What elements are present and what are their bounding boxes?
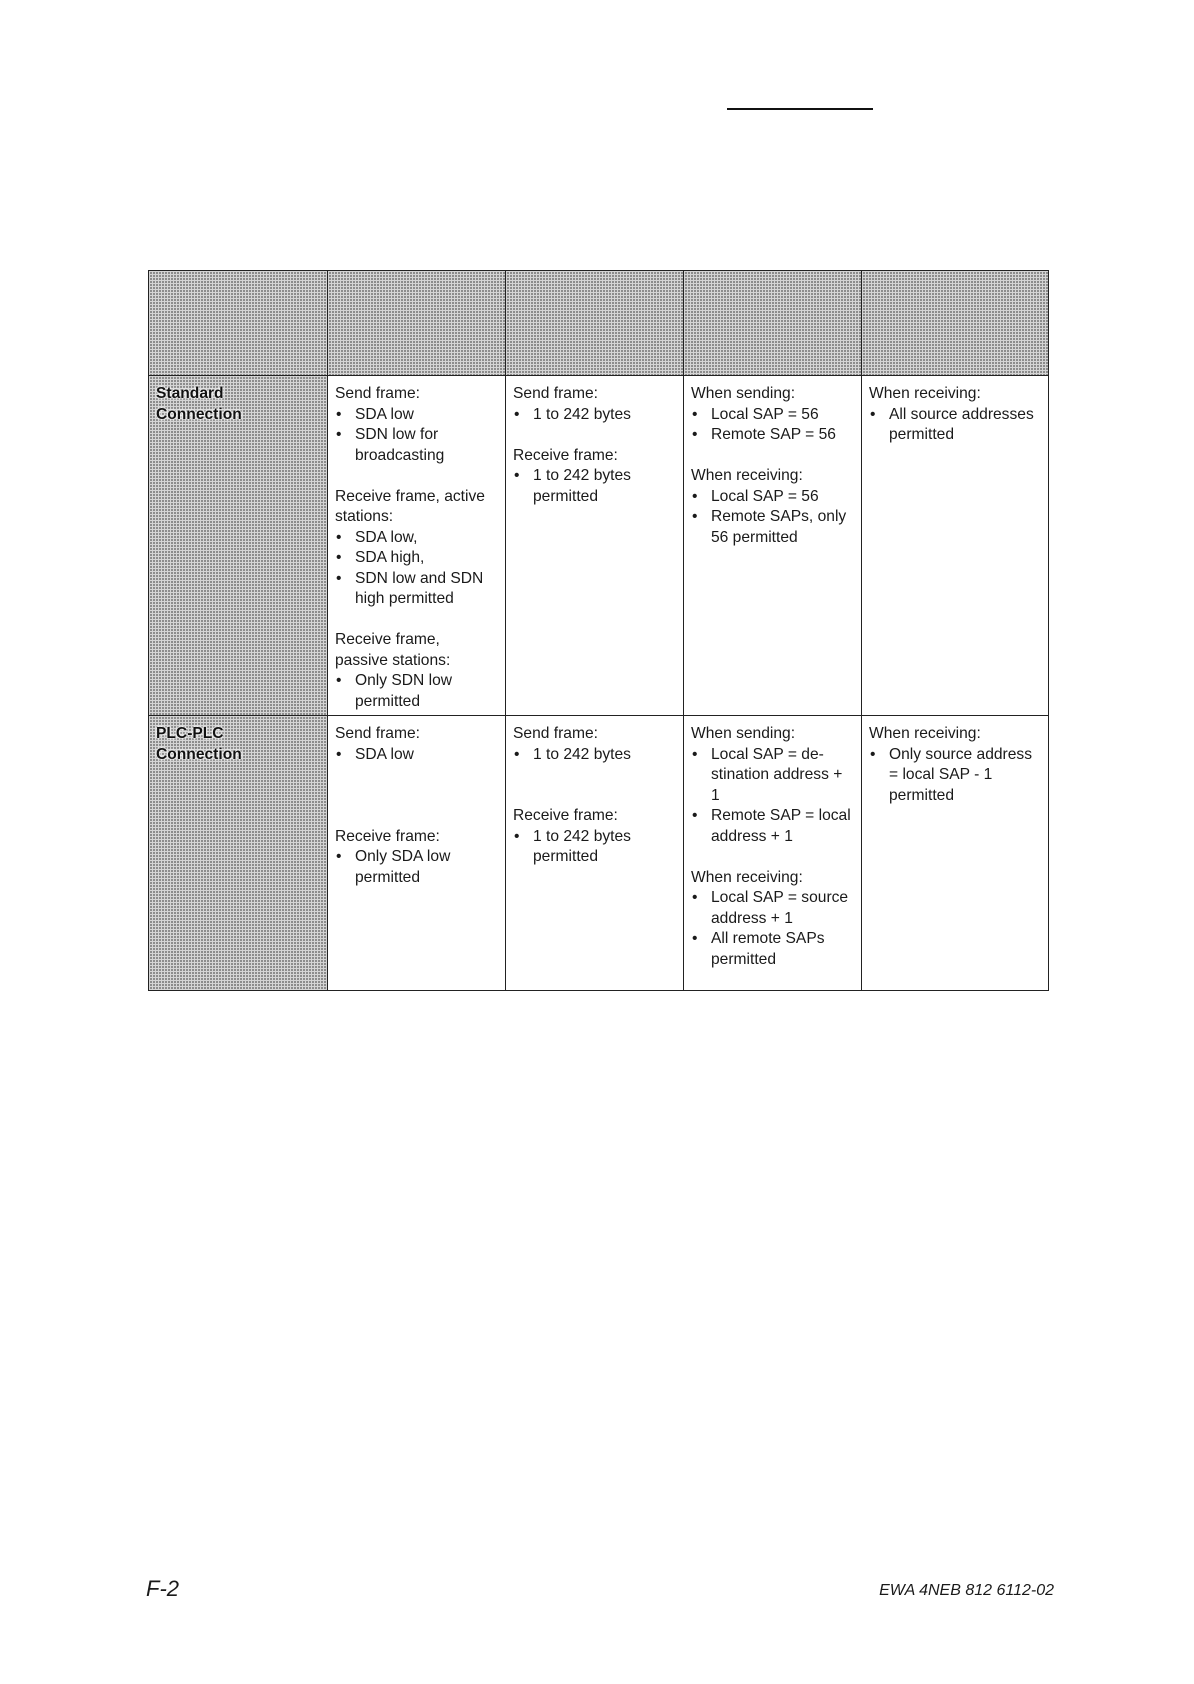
bullet-icon: •	[336, 848, 342, 865]
bullet-icon: •	[514, 827, 520, 845]
bullet-text: SDA high,	[355, 549, 425, 566]
bullet-icon: •	[692, 405, 698, 423]
cell-text: Receive frame, active	[335, 487, 485, 505]
bullet-text: SDN low for broadcasting	[355, 426, 445, 464]
bullet-icon: •	[692, 426, 698, 443]
bullet-item	[513, 405, 676, 426]
cell-text: When receiving:	[869, 385, 981, 402]
table-cell	[862, 716, 1049, 991]
bullet-icon: •	[692, 807, 698, 824]
bullet-text: Only source address = local SAP - 1 permitted	[889, 745, 1033, 804]
connection-table	[148, 270, 1049, 991]
bullet-icon: •	[692, 745, 698, 763]
cell-text: Send frame:	[335, 385, 420, 402]
table-cell	[506, 716, 684, 991]
table-cell	[506, 376, 684, 716]
table-header-row	[149, 271, 1049, 376]
row-header-line: Connection	[156, 745, 242, 763]
bullet-text: Only SDN low permitted	[355, 672, 453, 710]
bullet-item	[335, 671, 498, 712]
cell-text: Send frame:	[335, 725, 420, 742]
bullet-icon: •	[336, 528, 342, 546]
cell-text: Receive frame:	[335, 827, 440, 845]
cell-text: Send frame:	[513, 385, 598, 402]
table-cell	[328, 716, 506, 991]
cell-text: When receiving:	[869, 725, 981, 742]
bullet-item	[691, 405, 854, 426]
spacer	[335, 786, 498, 807]
row-header-cell	[149, 376, 328, 716]
bullet-text: 1 to 242 bytes	[533, 745, 631, 763]
bullet-text: 1 to 242 bytes permitted	[533, 827, 631, 865]
table-cell	[684, 376, 862, 716]
bullet-item	[335, 405, 498, 426]
bullet-item	[869, 745, 1041, 807]
bullet-item	[335, 745, 498, 766]
bullet-text: Local SAP = 56	[711, 405, 819, 423]
bullet-item	[513, 827, 676, 868]
bullet-item	[335, 569, 498, 610]
top-rule	[727, 108, 873, 110]
header-cell	[862, 271, 1049, 376]
table-row-standard-connection	[149, 376, 1049, 716]
bullet-icon: •	[692, 487, 698, 505]
bullet-text: SDN low and SDN high permitted	[355, 569, 484, 607]
spacer	[691, 847, 854, 868]
spacer	[335, 466, 498, 487]
bullet-text: SDA low	[355, 405, 414, 423]
cell-text: When sending:	[691, 725, 796, 742]
cell-text: Send frame:	[513, 725, 598, 742]
bullet-item	[691, 888, 854, 929]
bullet-item	[869, 405, 1041, 446]
table-cell	[862, 376, 1049, 716]
spacer	[335, 610, 498, 631]
bullet-icon: •	[336, 569, 342, 587]
cell-text: Receive frame:	[513, 446, 618, 464]
cell-text: When receiving:	[691, 467, 803, 484]
bullet-icon: •	[692, 508, 698, 525]
cell-text: Receive frame,	[335, 631, 440, 648]
bullet-icon: •	[514, 467, 520, 484]
bullet-text: 1 to 242 bytes permitted	[533, 467, 631, 505]
bullet-item	[335, 847, 498, 888]
bullet-item	[691, 745, 854, 807]
bullet-text: Local SAP = 56	[711, 487, 819, 505]
bullet-item	[691, 487, 854, 508]
bullet-icon: •	[336, 405, 342, 423]
cell-text: Receive frame:	[513, 807, 618, 824]
bullet-item	[691, 425, 854, 446]
header-cell	[149, 271, 328, 376]
bullet-icon: •	[336, 672, 342, 689]
bullet-text: SDA low	[355, 745, 414, 763]
bullet-icon: •	[336, 549, 342, 566]
bullet-text: Only SDA low permitted	[355, 848, 451, 886]
row-header-line: Connection	[156, 405, 242, 423]
bullet-text: Local SAP = de-stination address + 1	[711, 745, 843, 804]
spacer	[513, 786, 676, 807]
spacer	[335, 765, 498, 786]
row-header-line: Standard	[156, 385, 224, 402]
bullet-icon: •	[514, 745, 520, 763]
spacer	[691, 446, 854, 467]
spacer	[513, 765, 676, 786]
bullet-text: Remote SAPs, only 56 permitted	[711, 508, 847, 546]
bullet-item	[513, 745, 676, 766]
cell-text: passive stations:	[335, 651, 451, 669]
bullet-item	[335, 548, 498, 569]
bullet-text: All remote SAPs permitted	[711, 930, 825, 968]
table-cell	[684, 716, 862, 991]
bullet-text: Remote SAP = 56	[711, 426, 836, 443]
bullet-item	[335, 528, 498, 549]
row-header-cell	[149, 716, 328, 991]
cell-text: When sending:	[691, 385, 796, 402]
bullet-text: SDA low,	[355, 528, 418, 546]
row-header-line: PLC-PLC	[156, 725, 224, 742]
bullet-icon: •	[870, 745, 876, 763]
bullet-text: Local SAP = source address + 1	[711, 889, 849, 927]
page-number: F-2	[146, 1576, 179, 1601]
table-row-plc-plc-connection	[149, 716, 1049, 991]
header-cell	[684, 271, 862, 376]
bullet-item	[691, 929, 854, 970]
bullet-item	[691, 806, 854, 847]
spacer	[513, 425, 676, 446]
bullet-text: Remote SAP = local address + 1	[711, 807, 851, 845]
bullet-item	[691, 507, 854, 548]
bullet-text: All source addresses permitted	[889, 405, 1034, 443]
bullet-icon: •	[336, 426, 342, 443]
bullet-text: 1 to 242 bytes	[533, 405, 631, 423]
cell-text: stations:	[335, 508, 394, 525]
bullet-item	[513, 466, 676, 507]
bullet-icon: •	[692, 889, 698, 906]
cell-text: When receiving:	[691, 868, 803, 886]
bullet-icon: •	[692, 930, 698, 947]
header-cell	[506, 271, 684, 376]
bullet-icon: •	[870, 405, 876, 423]
bullet-icon: •	[514, 405, 520, 423]
header-cell	[328, 271, 506, 376]
spacer	[335, 806, 498, 827]
document-code: EWA 4NEB 812 6112-02	[879, 1582, 1054, 1599]
table-cell	[328, 376, 506, 716]
bullet-item	[335, 425, 498, 466]
bullet-icon: •	[336, 745, 342, 763]
